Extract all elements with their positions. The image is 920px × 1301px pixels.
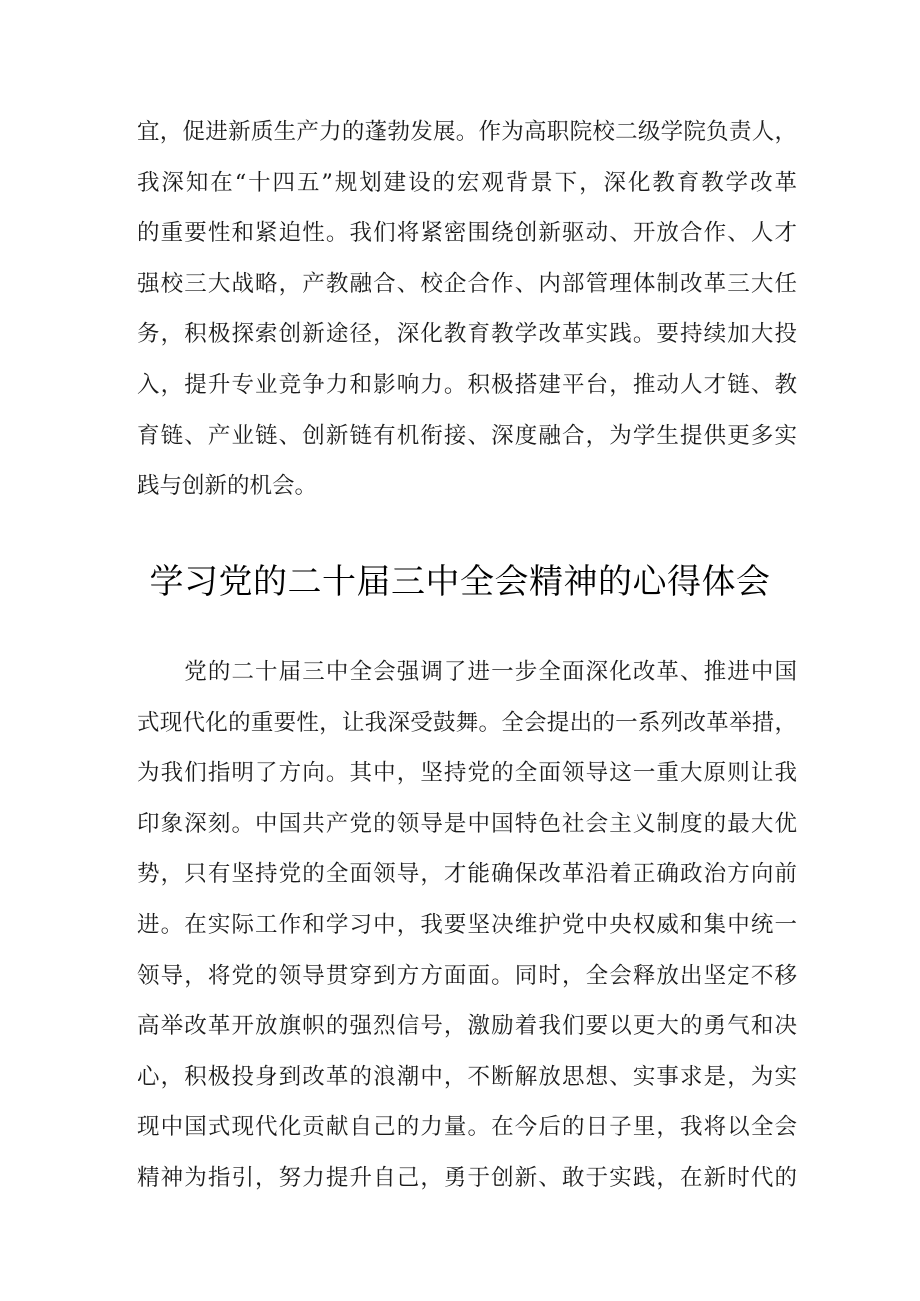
text-line: 心，积极投身到改革的浪潮中，不断解放思想、实事求是，为实 — [137, 1063, 797, 1090]
text-line: 为我们指明了方向。其中，坚持党的全面领导这一重大原则让我 — [137, 760, 797, 787]
text-line: 精神为指引，努力提升自己，勇于创新、敢于实践，在新时代的 — [137, 1164, 797, 1191]
text-line: 我深知在“十四五”规划建设的宏观背景下，深化教育教学改革 — [137, 169, 797, 196]
paragraph-body — [137, 647, 797, 1204]
text-line: 的重要性和紧迫性。我们将紧密围绕创新驱动、开放合作、人才 — [137, 220, 797, 247]
text-line: 领导，将党的领导贯穿到方方面面。同时，全会释放出坚定不移 — [137, 962, 797, 989]
text-line: 践与创新的机会。 — [137, 473, 318, 500]
article-heading: 学习党的二十届三中全会精神的心得体会 — [149, 562, 771, 602]
text-line: 务，积极探索创新途径，深化教育教学改革实践。要持续加大投 — [137, 321, 797, 348]
text-line: 育链、产业链、创新链有机衔接、深度融合，为学生提供更多实 — [137, 422, 797, 449]
text-line: 高举改革开放旗帜的强烈信号，激励着我们要以更大的勇气和决 — [137, 1013, 797, 1040]
text-line: 式现代化的重要性，让我深受鼓舞。全会提出的一系列改革举措， — [137, 709, 797, 736]
text-line: 入，提升专业竞争力和影响力。积极搭建平台，推动人才链、教 — [137, 371, 797, 398]
text-line: 现中国式现代化贡献自己的力量。在今后的日子里，我将以全会 — [137, 1114, 797, 1141]
text-line: 进。在实际工作和学习中，我要坚决维护党中央权威和集中统一 — [137, 911, 797, 938]
text-line: 强校三大战略，产教融合、校企合作、内部管理体制改革三大任 — [137, 270, 797, 297]
text-line: 宜，促进新质生产力的蓬勃发展。作为高职院校二级学院负责人， — [137, 119, 797, 145]
text-line: 势，只有坚持党的全面领导，才能确保改革沿着正确政治方向前 — [137, 861, 797, 888]
paragraph-continuation — [137, 107, 797, 512]
text-line: 党的二十届三中全会强调了进一步全面深化改革、推进中国 — [137, 659, 797, 685]
text-line: 印象深刻。中国共产党的领导是中国特色社会主义制度的最大优 — [137, 810, 797, 837]
